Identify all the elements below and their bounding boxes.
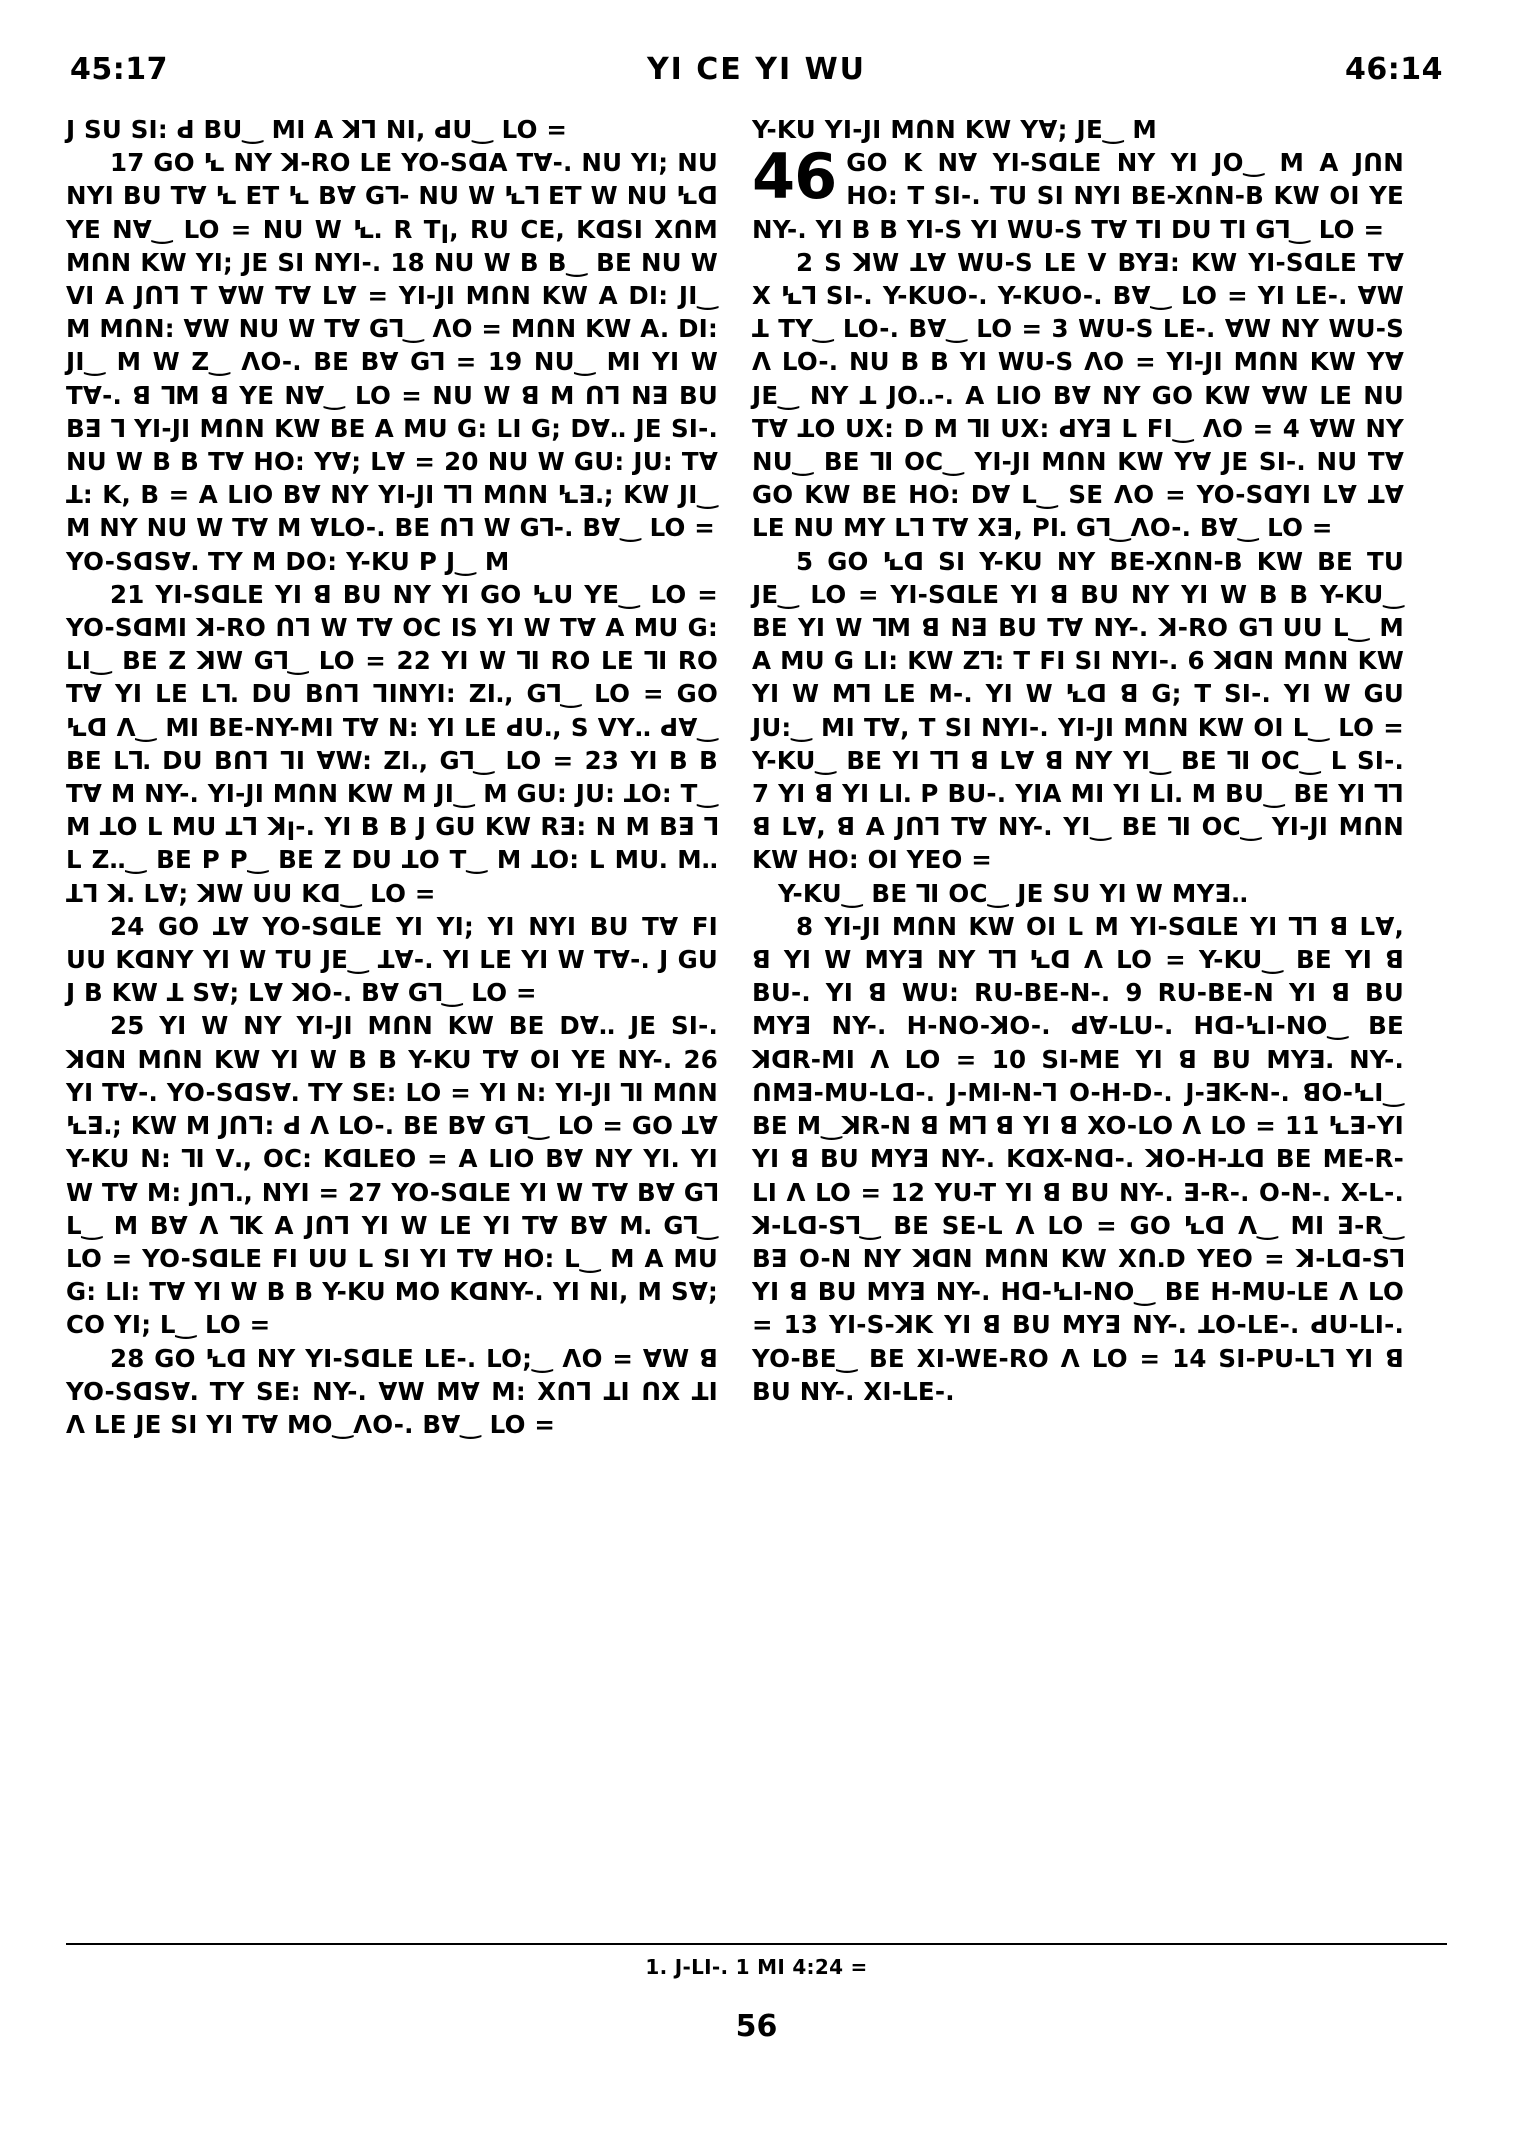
left-column [66, 113, 718, 1933]
paragraph: 21 YI-SꓷLE YI ꓭ BU NY YI GO Ꝇꓴ YE‿ LO = YO-SꓷMI ꓘ-RO ꓵꞀ W TⱯ ꓳC IS YI W TⱯ A MU G: LI‿ BE Z ꓘW Gꓶ‿ LO = 22 YI W ꓶI RO LE ꓶI RO TⱯ YI LE Lꓶꓸ DU BꓵꞀ ꞀꓲNYI: ZIꓸ, Gꓶ‿ LO = GO Ꝇꓷ ꓥ‿ MI BE-NY-MI TⱯ N: YI LE ꓒUꓸ, S VYꓸꓸ ꓒⱯ‿ BE Lꓶꓸ DU BꓵꞀ Ꞁꓲ ⱯW: ZIꓸ, Gꓶ‿ LO = 23 YI B B TⱯ M NY-. YI-JI MꓵN KW M JI‿ M GU: JU: ꓕO: T‿ M ꓕO L MU ꓕꞀ ꓘꞁ-. YI B B J GU KW Rꓱ: N M Bꓱ ꓶ L Zꓸꓸ‿ BE P P‿ BE Z DU ꓕO T‿ M ꓕO: L MUꓸ Mꓸꓸ ꓕꞀ ꓘꓸ LⱯ; ꓘW ꓴU Kꓷ‿ LO = [66, 579, 718, 908]
running-head [66, 52, 1447, 87]
paragraph: 2 S ꓘW ꓕⱯ WU-S LE V BYꓱ: KW YI-SꓷLE TⱯ X Ꝇꓶ SI-. Y-KUO-. Y-KUO-. BⱯ‿ LO = YI LE-. ⱯW ꓕ TY‿ LO-. BⱯ‿ LO = 3 WU-S LE-. ⱯW NY WU-S ꓥ LO-. NU B B YI WU-S ꓥO = YI-JI MꓵN KW YⱯ JE‿ NY ꓕ JOꓸꓸ-. A LIO BⱯ NY GO KW ⱯW LE NU TⱯ ꓕO UX: D M ꓶI UX: ꓒYꓱ L FI‿ ꓥO = 4 ⱯW NY NU‿ BE ꓶI ꓳC‿ YI-JI MꓵN KW YⱯ JE SI-. NU TⱯ GO KW BE HO: DⱯ L‿ SE ꓥO = YO-SꓷYI LⱯ ꓕⱯ LE NU MY Lꓶ TⱯ Xꓱ, PIꓸ Gꓶ‿ꓥO-. BⱯ‿ LO = [752, 247, 1404, 543]
paragraph: 28 GO Ꝇꓷ NY YI-SꓷLE LE-. LO;‿ ꓥO = ⱯW ꓭ YO-SꓷSⱯꓸ TY SE: NY-. ⱯW MⱯ M: XꓵꞀ ꓕI ꓵX ꓕI ꓥ LE JE SI YI TⱯ MO‿ꓥO-. BⱯ‿ LO = [66, 1343, 718, 1439]
paragraph: 24 GO ꓕⱯ YO-SꓷLE YI YI; YI NYI BU TⱯ FI ꓴU KꓷNY YI W TU JE‿ ꓕⱯ-. YI LE YI W TⱯ-. J GU J B KW ꓕ SⱯ; LⱯ ꓘO-. BⱯ Gꓶ‿ LO = [66, 911, 718, 1008]
text-columns [66, 113, 1447, 1933]
paragraph: 17 GO Ꝇ NY ꓘ-RO LE YO-SꓷA TⱯ-. NU YI; NU NYI BU TⱯ Ꝇ ET Ꝇ BⱯ Gꓶ- NU W Ꝇꓶ ET W NU Ꝇꓷ YE NⱯ‿ LO = NU W Ꝇꓸ R ꓔꞁ, RU CE, KꓷSI XꓵM MꓵN KW YI; JE SI NYI-. 18 NU W B B‿ BE NU W VI A JꓵꞀ ꓔ ⱯW TⱯ LⱯ = YI-JI MꓵN KW A DI: JI‿ M MꓵN: ⱯW NU W TⱯ Gꓶ‿ ꓥO = MꓵN KW A. DI: JI‿ M W Z‿ ꓥO-. BE BⱯ Gꓶ = 19 NU‿ MI YI W TⱯ-. ꓭ ꓶM ꓭ YE NⱯ‿ LO = NU W ꓭ M ꓵꞀ Nꓱ BU Bꓱ ꓶ YI-JI MꓵN KW BE A MU G: LI G; DⱯꓸꓸ JE SI-. NU W B B TⱯ HO: YⱯ; LⱯ = 20 NU W GU: JU: TⱯ ꓕ: K, B = A LIO BⱯ NY YI-JI ꓶꞀ MꓵN Ꝇꓱꓸ; KW JI‿ M NY NU W TⱯ M ⱯLO-. BE ꓵꞀ W Gꓶ-. BⱯ‿ LO = [66, 148, 718, 543]
footnotes: 1. J-LI-. 1 MI 4:24 = [645, 1955, 868, 1979]
page-number: 56 [735, 2009, 778, 2044]
chapter-opening-block [752, 140, 1404, 246]
running-head-center: YI CE YI WU [646, 52, 867, 87]
right-column [752, 113, 1404, 1933]
paragraph: 25 YI W NY YI-JI MꓵN KW BE DⱯꓸꓸ JE SI-. ꓘꓷN MꓵN KW YI W B B Y-KU TⱯ ꓳI YE NY-. 26 YI TⱯ-. YO-SꓷSⱯꓸ TY SE: LO = YI N: YI-JI ꓶI MꓵN Ꝇꓱꓸ; KW M JꓵꞀ: ꓒ ꓥ LO-. BE BⱯ Gꓶ‿ LO = GO ꓕⱯ Y-KU N: ꓶI Vꓸ, ꓳC: KꓷLEO = A LIO BⱯ NY YI. YI W TⱯ M: JꓵꞀꓸ, NYI = 27 YO-SꓷLE YI W TⱯ BⱯ Gꓶ L‿ M BⱯ ꓥ ꓶK A JꓵꞀ YI W LE YI TⱯ BⱯ Mꓸ Gꓶ‿ LO = YO-SꓷLE FI ꓴU L SI YI TⱯ HO: L‿ M A MU G: LI: TⱯ YI W B B Y-KU MO KꓷNY-. YI NI, M SⱯ; CO YI; L‿ LO = [66, 1011, 718, 1340]
running-head-left: 45:17 [70, 52, 168, 87]
paragraph: J SU SI: ꓒ BU‿ MI A ꓘꞀ NI, ꓒU‿ LO = [66, 115, 568, 144]
footnote-divider [66, 1943, 1447, 1945]
paragraph: GO K NⱯ YI-SꓷLE NY YI JO‿ M A JꓵN HO: T SI-. TU SI NYI BE-XꓵN-B KW ꓳI YE NY-. YI B B YI-S YI WU-S TⱯ ꓔI DU ꓔI Gꓶ‿ LO = [752, 148, 1404, 244]
paragraph: 5 GO Ꝇꓷ SI Y-KU NY BE-XꓵN-B KW BE TU JE‿ LO = YI-SꓷLE YI ꓭ BU NY YI W B B Y-KU‿ BE YI W ꓶM ꓭ Nꓱ BU TⱯ NY-. ꓘ-RO Gꓶ ꓴU L‿ M A MU G LI: KW Zꓶ: T FI SI NYI-. 6 ꓘꓷN MꓵN KW YI W Mꓶ LE M-. YI W Ꝇꓷ ꓭ G; T SI-. YI W GU JU:‿ MI TⱯ, T SI NYI-. YI-JI MꓵN KW ꓳI L‿ LO = Y-KU‿ BE YI ꓶꞀ ꓭ LⱯ ꓭ NY YI‿ BE ꓶI ꓳC‿ L SI-. 7 YI ꓭ YI LIꓸ ꓑ BU-. YIA MI YI LIꓸ M BU‿ BE YI ꓶꞀ ꓭ LⱯ, ꓭ A JꓵꞀ TⱯ NY-. YI‿ BE ꓶI ꓳC‿ YI-JI MꓵN KW HO: ꓳI YEO = [752, 546, 1404, 875]
section-heading: Y-KU‿ BE ꓶI ꓳC‿ JE SU YI W MYꓱꓸꓸ [778, 878, 1249, 908]
chapter-number: 46 [752, 140, 837, 214]
section-heading: Y-KU YI-JI MꓵN KW YⱯ; JE‿ M [752, 115, 1158, 144]
running-head-right: 46:14 [1345, 52, 1443, 87]
paragraph: 8 YI-JI MꓵN KW ꓳI L M YI-SꓷLE YI ꓶꞀ ꓭ LⱯ, ꓭ YI W MYꓱ NY ꓶꓶ Ꝇꓷ ꓥ LO = Y-KU‿ BE YI ꓭ BU-. YI ꓭ WU: RU-BE-N-. 9 RU-BE-N YI ꓭ BU MYꓱ NY-. H-NO-ꓘO-. ꓒⱯ-LU-. Hꓷ-Ꝇꓲ-NO‿ BE ꓘꓷR-MI ꓥ LO = 10 SI-ME YI ꓭ BU MYꓱꓸ NY-. ꓵMꓱ-MU-Lꓷ-. J-MI-N-ꓶ O-H-D-. J-ꓱK-N-. ꓭO-Ꝇꓲ‿ BE M‿ꓘR-N ꓭ Mꓶ ꓭ YI ꓭ XO-LO ꓥ LO = 11 Ꝇꓱ-YI YI ꓭ BU MYꓱ NY-. KꓷX-Nꓷ-. ꓘO-H-ꓕꓷ BE ME-R-LI ꓥ LO = 12 YU-T YI ꓭ BU NY-. ꓱ-R-. O-N-. X-L-. ꓘ-Lꓷ-Sꓶ‿ BE SE-L ꓥ LO = GO Ꝇꓷ ꓥ‿ MI ꓱ-R‿ Bꓱ O-N NY ꓘꓷN MꓵN KW XꓵꓸD YEO = ꓘ-Lꓷ-Sꓶ YI ꓭ BU MYꓱ NY-. Hꓷ-Ꝇꓲ-NO‿ BE H-MU-LE ꓥ LO = 13 YI-S-ꓘK YI ꓭ BU MYꓱ NY-. ꓕO-LE-. ꓒU-LI-. YO-BE‿ BE XI-WE-RO ꓥ LO = 14 SI-PU-Lꓶ YI ꓭ BU NY-. XI-LE-. [752, 911, 1404, 1406]
section-heading: YO-SꓷSⱯꓸ TY M DO: Y-KU ꓑ J‿ M [66, 546, 510, 576]
